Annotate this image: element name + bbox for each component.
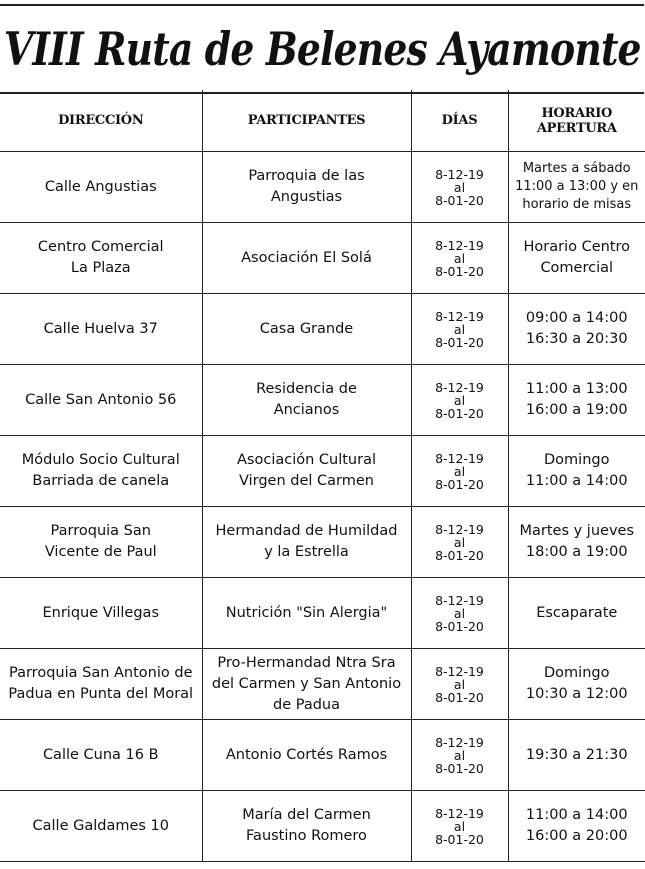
cell-horario (508, 578, 645, 649)
cell-line: Calle Galdames 10 (32, 817, 169, 834)
cell-line: 8-01-20 (435, 689, 484, 705)
cell-line: de Padua (273, 696, 340, 713)
cell-line: Vicente de Paul (44, 544, 157, 560)
cell-line: al (453, 605, 466, 621)
cell-participantes (202, 649, 411, 720)
cell-participantes (202, 436, 411, 507)
cell-line: Parroquia de las (248, 168, 365, 184)
cell-direccion (0, 649, 202, 720)
cell-line: 8-01-20 (435, 618, 484, 634)
cell-line: Calle Huelva 37 (43, 320, 158, 337)
cell-line: al (453, 534, 466, 550)
cell-dias (411, 365, 508, 436)
cell-line: 19:30 a 21:30 (525, 746, 628, 763)
cell-line: Horario Centro (523, 239, 631, 255)
cell-line: 09:00 a 14:00 (525, 310, 628, 326)
cell-line: al (453, 463, 466, 479)
cell-horario (508, 436, 645, 507)
cell-line: del Carmen y San Antonio (211, 675, 402, 692)
table-row (0, 436, 645, 507)
cell-dias (411, 507, 508, 578)
cell-line: 8-01-20 (435, 334, 484, 350)
cell-line: Asociación Cultural (237, 452, 376, 468)
cell-line: Barriada de canela (32, 473, 170, 489)
nativity-route-table (0, 90, 645, 862)
cell-line: Virgen del Carmen (239, 473, 374, 489)
cell-direccion (0, 365, 202, 436)
table-header-row (0, 90, 645, 152)
cell-horario (508, 223, 645, 294)
header-horario: HORARIO APERTURA (508, 90, 645, 152)
cell-line: 8-01-20 (435, 405, 484, 421)
cell-direccion (0, 294, 202, 365)
cell-line: y la Estrella (264, 544, 349, 560)
cell-line: al (453, 321, 466, 337)
cell-dias (411, 436, 508, 507)
cell-line: 8-01-20 (435, 547, 484, 563)
cell-line: 18:00 a 19:00 (525, 544, 628, 560)
cell-horario (508, 152, 645, 223)
cell-line: 8-12-19 (435, 734, 484, 750)
cell-line: al (453, 747, 466, 763)
cell-line: 11:00 a 13:00 y en (515, 179, 639, 194)
cell-line: al (453, 392, 466, 408)
cell-line: 16:00 a 20:00 (525, 828, 628, 844)
cell-line: Asociación El Solá (241, 249, 372, 266)
cell-horario (508, 720, 645, 791)
cell-line: 8-01-20 (435, 192, 484, 208)
cell-line: 8-12-19 (435, 308, 484, 324)
cell-horario (508, 365, 645, 436)
cell-horario (508, 791, 645, 862)
cell-line: 16:30 a 20:30 (525, 331, 628, 347)
cell-line: Comercial (540, 260, 614, 276)
header-direccion: DIRECCIÓN (0, 90, 202, 152)
cell-participantes (202, 223, 411, 294)
cell-line: al (453, 179, 466, 195)
cell-direccion (0, 436, 202, 507)
cell-line: Calle Cuna 16 B (42, 746, 159, 763)
cell-line: Calle San Antonio 56 (25, 391, 177, 408)
cell-line: Módulo Socio Cultural (21, 452, 180, 468)
cell-line: Domingo (544, 665, 610, 681)
header-participantes: PARTICIPANTES (202, 90, 411, 152)
page-title: VIII Ruta de Belenes Ayamonte (3, 22, 641, 76)
title-banner (0, 4, 644, 94)
cell-line: Antonio Cortés Ramos (225, 746, 388, 763)
cell-participantes (202, 152, 411, 223)
cell-participantes (202, 720, 411, 791)
table-row (0, 791, 645, 862)
cell-participantes (202, 578, 411, 649)
cell-line: Casa Grande (259, 320, 354, 337)
cell-participantes (202, 791, 411, 862)
table-row (0, 223, 645, 294)
table-body (0, 152, 645, 862)
cell-line: Pro-Hermandad Ntra Sra (217, 654, 396, 671)
cell-dias (411, 152, 508, 223)
cell-line: Calle Angustias (44, 178, 157, 195)
cell-direccion (0, 223, 202, 294)
cell-line: 8-12-19 (435, 166, 484, 182)
cell-line: 8-12-19 (435, 805, 484, 821)
table-row (0, 720, 645, 791)
cell-line: Escaparate (536, 604, 618, 621)
cell-line: 8-12-19 (435, 379, 484, 395)
cell-direccion (0, 720, 202, 791)
cell-line: 8-01-20 (435, 476, 484, 492)
cell-line: Parroquia San (50, 523, 151, 539)
cell-line: María del Carmen (242, 807, 371, 823)
cell-direccion (0, 578, 202, 649)
cell-line: 8-12-19 (435, 450, 484, 466)
cell-dias (411, 223, 508, 294)
cell-line: Nutrición "Sin Alergia" (225, 604, 388, 621)
cell-line: La Plaza (70, 260, 131, 276)
cell-line: 10:30 a 12:00 (525, 686, 628, 702)
cell-line: 8-01-20 (435, 760, 484, 776)
cell-line: 16:00 a 19:00 (525, 402, 628, 418)
cell-horario (508, 649, 645, 720)
cell-direccion (0, 791, 202, 862)
cell-direccion (0, 507, 202, 578)
table-row (0, 649, 645, 720)
cell-dias (411, 578, 508, 649)
cell-line: Hermandad de Humildad (215, 523, 398, 539)
cell-line: Padua en Punta del Moral (8, 686, 194, 702)
cell-line: Faustino Romero (246, 828, 367, 844)
cell-line: 11:00 a 14:00 (525, 473, 628, 489)
cell-dias (411, 294, 508, 365)
cell-dias (411, 649, 508, 720)
cell-line: Residencia de (256, 381, 357, 397)
table-row (0, 294, 645, 365)
cell-line: 8-01-20 (435, 263, 484, 279)
cell-line: Angustias (270, 189, 343, 205)
cell-line: Enrique Villegas (42, 604, 160, 621)
cell-line: 8-12-19 (435, 521, 484, 537)
cell-line: Domingo (544, 452, 610, 468)
cell-line: al (453, 676, 466, 692)
cell-participantes (202, 507, 411, 578)
cell-dias (411, 791, 508, 862)
cell-direccion (0, 152, 202, 223)
cell-line: al (453, 818, 466, 834)
cell-line: 8-12-19 (435, 237, 484, 253)
cell-horario (508, 507, 645, 578)
cell-participantes (202, 294, 411, 365)
cell-dias (411, 720, 508, 791)
header-dias: DÍAS (411, 90, 508, 152)
table-row (0, 578, 645, 649)
table-row (0, 152, 645, 223)
cell-horario (508, 294, 645, 365)
cell-line: Centro Comercial (37, 239, 164, 255)
cell-line: Parroquia San Antonio de (9, 665, 193, 681)
cell-line: horario de misas (522, 197, 632, 212)
cell-line: Martes y jueves (519, 523, 634, 539)
cell-line: 11:00 a 13:00 (525, 381, 628, 397)
cell-participantes (202, 365, 411, 436)
cell-line: 8-12-19 (435, 592, 484, 608)
cell-line: 8-01-20 (435, 831, 484, 847)
cell-line: Ancianos (273, 402, 340, 418)
table-row (0, 507, 645, 578)
table-row (0, 365, 645, 436)
cell-line: 8-12-19 (435, 663, 484, 679)
cell-line: al (453, 250, 466, 266)
cell-line: Martes a sábado (522, 161, 631, 176)
cell-line: 11:00 a 14:00 (525, 807, 628, 823)
